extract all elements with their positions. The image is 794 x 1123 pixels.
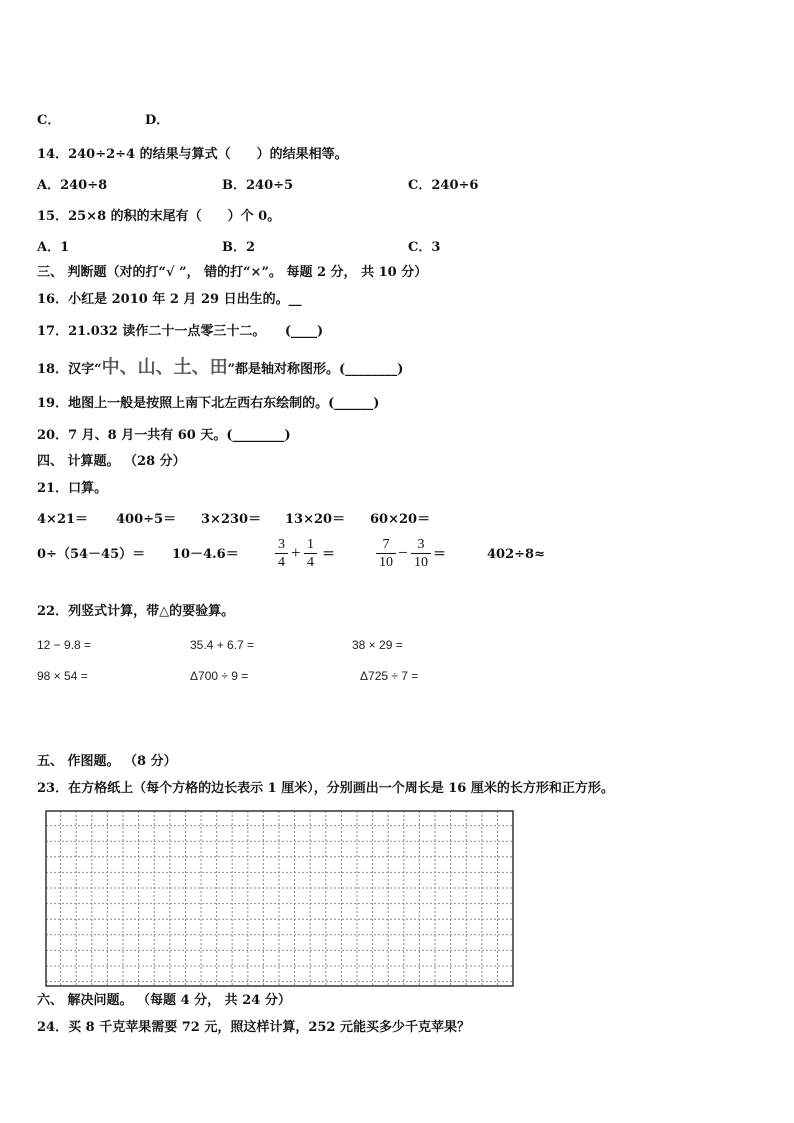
q22-item-1: 12 − 9.8 = <box>37 638 92 652</box>
denominator: 10 <box>379 555 393 570</box>
q15-stem: 15．25×8 的积的末尾有（ ）个 0。 <box>37 209 281 224</box>
grid-paper[interactable] <box>45 810 514 987</box>
q21-fraction-7-10 <box>376 536 396 571</box>
plus-sign: + <box>291 543 301 562</box>
q16-text: 16．小红是 2010 年 2 月 29 日出生的。__ <box>37 292 302 307</box>
numerator: 3 <box>278 537 285 552</box>
q21-label: 21．口算。 <box>37 481 108 496</box>
q14-option-a: A．240÷8 <box>37 178 108 193</box>
q18-text <box>37 357 404 378</box>
q21-item-4: 13×20＝ <box>285 512 346 527</box>
q19-text: 19．地图上一般是按照上南下北左西右东绘制的。(______) <box>37 396 380 411</box>
q22-item-2: 35.4 + 6.7 = <box>190 638 255 652</box>
equals-sign: ＝ <box>433 547 447 562</box>
q21-fraction-1-4 <box>304 536 317 571</box>
denominator: 10 <box>414 555 428 570</box>
minus-sign: − <box>398 543 408 562</box>
numerator: 1 <box>307 537 314 552</box>
section-3-title: 三、 判断题（对的打“√ ”， 错的打“×”。 每题 2 分， 共 10 分） <box>37 265 428 280</box>
q21-item-6: 0÷（54－45）＝ <box>37 547 146 562</box>
denominator: 4 <box>307 555 314 570</box>
q22-item-4: 98 × 54 = <box>37 669 88 683</box>
section-5-title: 五、 作图题。 （8 分） <box>37 754 177 769</box>
q24-text: 24．买 8 千克苹果需要 72 元，照这样计算，252 元能买多少千克苹果？ <box>37 1020 470 1035</box>
q22-label: 22．列竖式计算，带△的要验算。 <box>37 604 235 619</box>
q22-item-3: 38 × 29 = <box>352 638 403 652</box>
q18-characters: 中、山、土、田 <box>101 357 228 378</box>
q13-option-c: C． <box>37 113 61 128</box>
q15-option-c: C．3 <box>408 240 441 255</box>
q14-stem: 14．240÷2÷4 的结果与算式（ ）的结果相等。 <box>37 147 348 162</box>
q13-option-d: D． <box>145 113 170 128</box>
numerator: 3 <box>417 537 425 552</box>
q21-item-2: 400÷5＝ <box>116 512 177 527</box>
q20-text: 20．7 月、8 月一共有 60 天。(________) <box>37 428 291 443</box>
q21-fraction-3-10 <box>411 536 431 571</box>
section-6-title: 六、 解决问题。 （每题 4 分， 共 24 分） <box>37 993 291 1008</box>
q15-option-b: B．2 <box>222 240 256 255</box>
q21-fraction-3-4 <box>275 536 288 571</box>
q14-option-b: B．240÷5 <box>222 178 294 193</box>
q18-prefix: 18．汉字“ <box>37 362 102 377</box>
q15-option-a: A．1 <box>37 240 70 255</box>
q21-item-5: 60×20＝ <box>370 512 431 527</box>
q23-text: 23．在方格纸上（每个方格的边长表示 1 厘米），分别画出一个周长是 16 厘米的长方形和正方形。 <box>37 781 614 796</box>
equals-sign: ＝ <box>322 547 336 562</box>
q21-item-3: 3×230＝ <box>201 512 262 527</box>
numerator: 7 <box>382 537 390 552</box>
q22-item-5: Δ700 ÷ 9 = <box>190 669 249 683</box>
q21-item-7: 10－4.6＝ <box>172 547 239 562</box>
q22-item-6: Δ725 ÷ 7 = <box>360 669 419 683</box>
section-4-title: 四、 计算题。 （28 分） <box>37 454 186 469</box>
q14-option-c: C．240÷6 <box>408 178 479 193</box>
q21-item-10: 402÷8≈ <box>487 547 545 562</box>
denominator: 4 <box>278 555 285 570</box>
q18-suffix: ”都是轴对称图形。(________) <box>227 362 404 377</box>
q21-item-1: 4×21＝ <box>37 512 89 527</box>
q17-text: 17．21.032 读作二十一点零三十二。 (____) <box>37 324 324 339</box>
